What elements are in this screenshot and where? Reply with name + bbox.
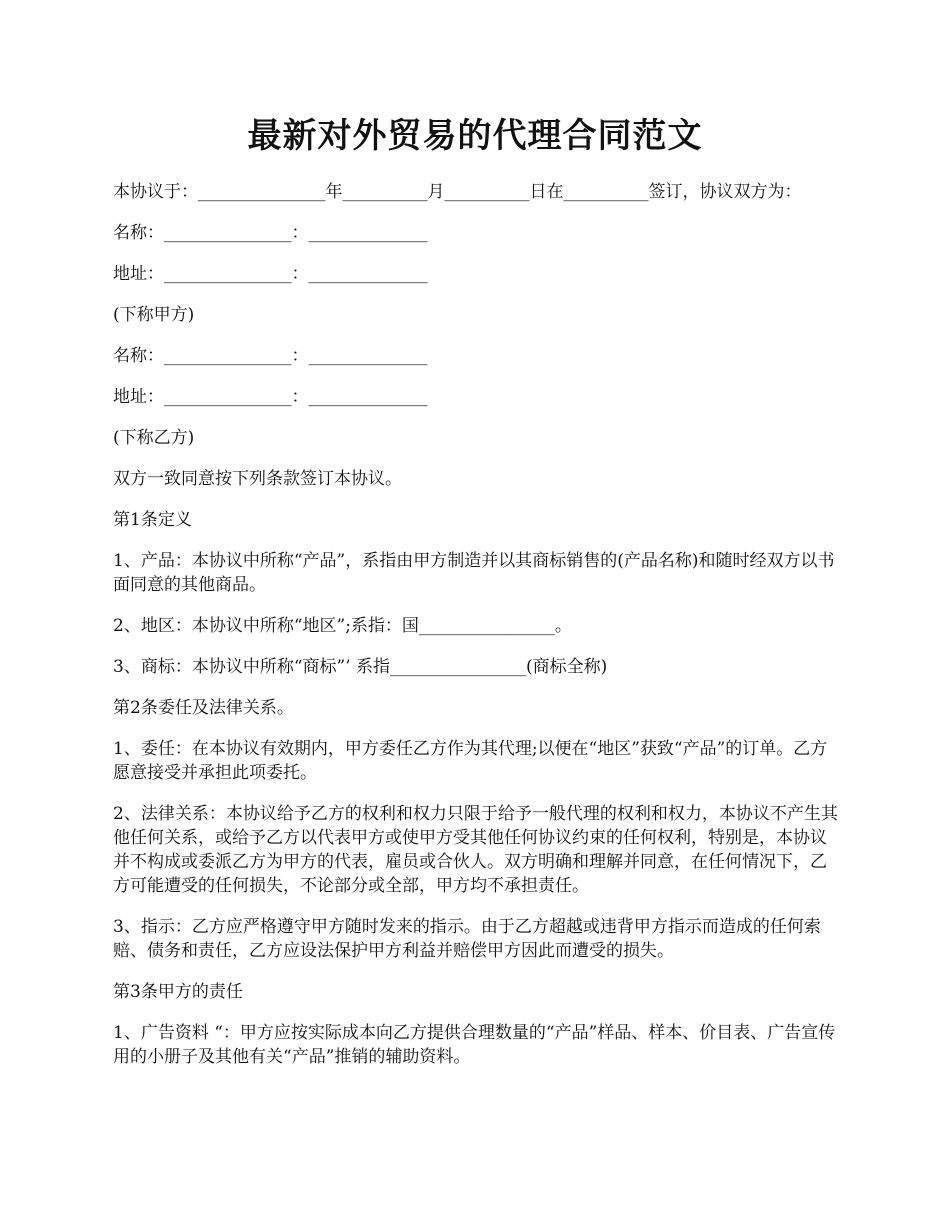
paragraph-party-a-address: 地址：_______________：______________ <box>113 264 428 284</box>
paragraph-party-a-name: 名称：_______________：______________ <box>113 223 428 243</box>
paragraph-party-b-label: (下称乙方) <box>113 428 195 448</box>
section-heading-3: 第3条甲方的责任 <box>113 982 243 1002</box>
clause-2-2: 2、法律关系：本协议给予乙方的权利和权力只限于给予一般代理的权利和权力，本协议不产生其他任何关系，或给予乙方以代表甲方或使甲方受其他任何协议约束的任何权利，特别是，本协议并不构成或委派乙方为甲方的代表，雇员或合伙人。双方明确和理解并同意，在任何情况下，乙方可能遭受的任何损失，不论部分或全部，甲方均不承担责任。 <box>113 804 838 896</box>
document-title: 最新对外贸易的代理合同范文 <box>247 116 703 156</box>
clause-3-1: 1、广告资料 “：甲方应按实际成本向乙方提供合理数量的“产品”样品、样本、价目表、广告宣传用的小册子及其他有关“产品”推销的辅助资料。 <box>113 1023 836 1067</box>
paragraph-party-b-address: 地址：_______________：______________ <box>113 387 428 407</box>
paragraph-party-b-name: 名称：_______________：______________ <box>113 346 428 366</box>
section-heading-1: 第1条定义 <box>113 510 192 530</box>
clause-2-3: 3、指示：乙方应严格遵守甲方随时发来的指示。由于乙方超越或违背甲方指示而造成的任何索赔、债务和责任，乙方应设法保护甲方利益并赔偿甲方因此而遭受的损失。 <box>113 917 821 961</box>
paragraph-agreement-intro: 双方一致同意按下列条款签订本协议。 <box>113 469 402 489</box>
document-body <box>113 180 843 1086</box>
paragraph-agreement-date: 本协议于：_______________年__________月__________日在__________签订，协议双方为： <box>113 182 802 202</box>
paragraph-party-a-label: (下称甲方) <box>113 305 195 325</box>
section-heading-2: 第2条委任及法律关系。 <box>113 698 294 718</box>
clause-1-3: 3、商标：本协议中所称“商标”’ 系指________________(商标全称) <box>113 657 608 677</box>
clause-1-1: 1、产品：本协议中所称“产品”，系指由甲方制造并以其商标销售的(产品名称)和随时经双方以书面同意的其他商品。 <box>113 551 835 595</box>
clause-1-2: 2、地区：本协议中所称“地区”;系指：国________________。 <box>113 616 572 636</box>
clause-2-1: 1、委任：在本协议有效期内，甲方委任乙方作为其代理;以便在“地区”获致“产品”的订单。乙方愿意接受并承担此项委托。 <box>113 739 828 783</box>
